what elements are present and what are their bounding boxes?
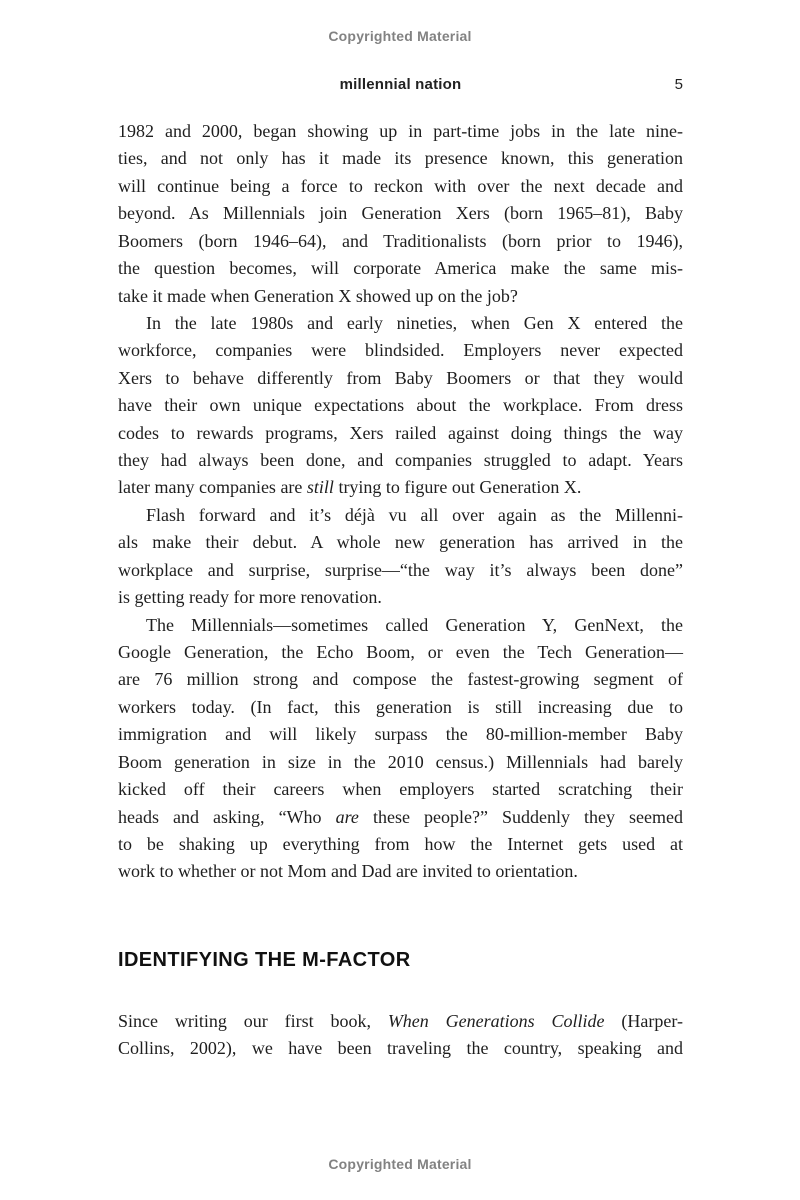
page-number: 5 <box>674 76 683 93</box>
text-line: Xers to behave differently from Baby Boomers or that they would <box>118 367 683 388</box>
text-line: beyond. As Millennials join Generation Xers (born 1965–81), Baby <box>118 203 683 224</box>
copyright-notice-bottom: Copyrighted Material <box>328 1156 472 1172</box>
copyright-notice-top: Copyrighted Material <box>328 28 472 44</box>
text-line: have their own unique expectations about the workplace. From dress <box>118 395 683 416</box>
text-line: the question becomes, will corporate America make the same mis- <box>118 258 683 279</box>
text-line: are 76 million strong and compose the fastest-growing segment of <box>118 669 683 690</box>
text-line: Collins, 2002), we have been traveling the country, speaking and <box>118 1038 683 1059</box>
paragraphs-main <box>118 118 683 886</box>
body-text <box>118 118 683 1063</box>
text-line: work to whether or not Mom and Dad are invited to orientation. <box>118 861 578 882</box>
text-line: codes to rewards programs, Xers railed against doing things the way <box>118 422 683 443</box>
text-line: als make their debut. A whole new generation has arrived in the <box>118 532 683 553</box>
text-line: will continue being a force to reckon with over the next decade and <box>118 175 683 196</box>
text-line: Google Generation, the Echo Boom, or even the Tech Generation— <box>118 642 683 663</box>
text-line: Flash forward and it’s déjà vu all over again as the Millenni- <box>146 504 683 525</box>
running-header-title: millennial nation <box>339 76 462 93</box>
paragraph <box>118 1008 683 1063</box>
text-line: 1982 and 2000, began showing up in part-time jobs in the late nine- <box>118 121 683 141</box>
text-line: workers today. (In fact, this generation is still increasing due to <box>118 696 683 717</box>
text-line: ties, and not only has it made its presence known, this generation <box>118 148 683 169</box>
text-line: to be shaking up everything from how the Internet gets used at <box>118 833 683 854</box>
text-line: kicked off their careers when employers started scratching their <box>118 779 683 800</box>
text-line: they had always been done, and companies struggled to adapt. Years <box>118 450 683 471</box>
text-line: Since writing our first book, When Generations Collide (Harper- <box>118 1010 683 1031</box>
text-line: The Millennials—sometimes called Generation Y, GenNext, the <box>146 614 683 635</box>
text-line: Boom generation in size in the 2010 census.) Millennials had barely <box>118 751 683 772</box>
text-line: immigration and will likely surpass the 80-million-member Baby <box>118 724 683 745</box>
paragraphs-after-heading <box>118 1008 683 1063</box>
text-line: workforce, companies were blindsided. Employers never expected <box>118 340 683 361</box>
running-header <box>118 76 683 93</box>
text-line: In the late 1980s and early nineties, when Gen X entered the <box>146 312 683 333</box>
section-heading: IDENTIFYING THE M-FACTOR <box>118 948 411 971</box>
paragraph <box>118 612 683 886</box>
paragraph <box>118 502 683 612</box>
text-line: heads and asking, “Who are these people?” Suddenly they seemed <box>118 806 683 827</box>
text-line: take it made when Generation X showed up on the job? <box>118 285 518 306</box>
text-line: is getting ready for more renovation. <box>118 587 382 608</box>
text-line: later many companies are still trying to figure out Generation X. <box>118 477 582 498</box>
paragraph <box>118 118 683 310</box>
text-line: workplace and surprise, surprise—“the way it’s always been done” <box>118 559 683 580</box>
text-line: Boomers (born 1946–64), and Traditionalists (born prior to 1946), <box>118 230 683 251</box>
paragraph <box>118 310 683 502</box>
